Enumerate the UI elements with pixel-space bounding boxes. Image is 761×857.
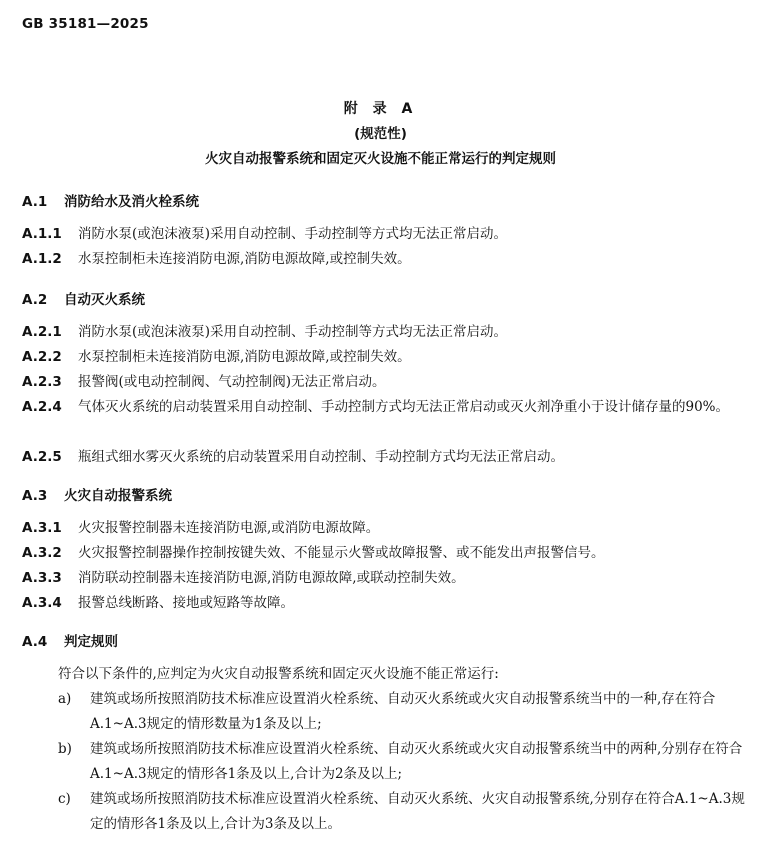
annex-name: 火灾自动报警系统和固定灭火设施不能正常运行的判定规则 — [205, 151, 556, 167]
clause-a1-1 — [22, 222, 740, 247]
clause-a3-1 — [22, 516, 740, 541]
section-title: 判定规则 — [64, 634, 118, 650]
clause-text: 消防水泵(或泡沫液泵)采用自动控制、手动控制等方式均无法正常启动。 — [78, 226, 508, 242]
item-marker: b) — [58, 741, 72, 757]
clause-a3-3 — [22, 566, 740, 591]
clause-text: 瓶组式细水雾灭火系统的启动装置采用自动控制、手动控制方式均无法正常启动。 — [78, 449, 564, 465]
section-heading-a2 — [22, 288, 145, 308]
clause-text: 气体灭火系统的启动装置采用自动控制、手动控制方式均无法正常启动或灭火剂净重小于设计储存量的90%。 — [78, 399, 730, 415]
annex-title: 附 录 A — [343, 101, 418, 117]
item-text: 建筑或场所按照消防技术标准应设置消火栓系统、自动灭火系统或火灾自动报警系统当中的两种,分别存在符合A.1~A.3规定的情形各1条及以上,合计为2条及以上; — [90, 741, 743, 782]
clause-text: 消防水泵(或泡沫液泵)采用自动控制、手动控制等方式均无法正常启动。 — [78, 324, 508, 340]
clause-a1-2 — [22, 247, 740, 272]
clause-number: A.3.1 — [22, 520, 62, 536]
clause-text: 消防联动控制器未连接消防电源,消防电源故障,或联动控制失效。 — [78, 570, 465, 586]
section-number: A.3 — [22, 488, 48, 504]
section-title: 消防给水及消火栓系统 — [64, 194, 199, 210]
rule-intro: 符合以下条件的,应判定为火灾自动报警系统和固定灭火设施不能正常运行: — [58, 666, 499, 682]
clause-text: 水泵控制柜未连接消防电源,消防电源故障,或控制失效。 — [78, 349, 411, 365]
clause-number: A.2.2 — [22, 349, 62, 365]
page-header: GB 35181—2025 — [22, 16, 149, 32]
clause-number: A.2.1 — [22, 324, 62, 340]
section-number: A.2 — [22, 292, 48, 308]
section-heading-a3 — [22, 484, 172, 504]
clause-number: A.3.2 — [22, 545, 62, 561]
item-marker: c) — [58, 791, 71, 807]
clause-text: 报警总线断路、接地或短路等故障。 — [78, 595, 294, 611]
clause-number: A.1.1 — [22, 226, 62, 242]
clause-a2-5 — [22, 445, 740, 470]
clause-number: A.2.3 — [22, 374, 62, 390]
clause-a3-4 — [22, 591, 740, 616]
section-heading-a4 — [22, 630, 118, 650]
clause-text: 水泵控制柜未连接消防电源,消防电源故障,或控制失效。 — [78, 251, 411, 267]
annex-type: (规范性) — [354, 126, 407, 142]
item-text: 建筑或场所按照消防技术标准应设置消火栓系统、自动灭火系统或火灾自动报警系统当中的一种,存在符合A.1~A.3规定的情形数量为1条及以上; — [90, 691, 716, 732]
item-marker: a) — [58, 691, 72, 707]
clause-number: A.2.4 — [22, 399, 62, 415]
section-title: 火灾自动报警系统 — [64, 488, 172, 504]
clause-text: 火灾报警控制器操作控制按键失效、不能显示火警或故障报警、或不能发出声报警信号。 — [78, 545, 605, 561]
clause-text: 报警阀(或电动控制阀、气动控制阀)无法正常启动。 — [78, 374, 386, 390]
section-title: 自动灭火系统 — [64, 292, 145, 308]
clause-number: A.3.3 — [22, 570, 62, 586]
clause-text: 火灾报警控制器未连接消防电源,或消防电源故障。 — [78, 520, 380, 536]
section-number: A.1 — [22, 194, 48, 210]
section-number: A.4 — [22, 634, 48, 650]
clause-number: A.1.2 — [22, 251, 62, 267]
section-heading-a1 — [22, 190, 199, 210]
clause-a2-1 — [22, 320, 740, 345]
clause-a2-3 — [22, 370, 740, 395]
clause-number: A.2.5 — [22, 449, 62, 465]
clause-number: A.3.4 — [22, 595, 62, 611]
clause-a3-2 — [22, 541, 740, 566]
item-text: 建筑或场所按照消防技术标准应设置消火栓系统、自动灭火系统、火灾自动报警系统,分别存在符合A.1~A.3规定的情形各1条及以上,合计为3条及以上。 — [90, 791, 745, 832]
clause-a2-2 — [22, 345, 740, 370]
clause-a2-4 — [22, 395, 740, 420]
